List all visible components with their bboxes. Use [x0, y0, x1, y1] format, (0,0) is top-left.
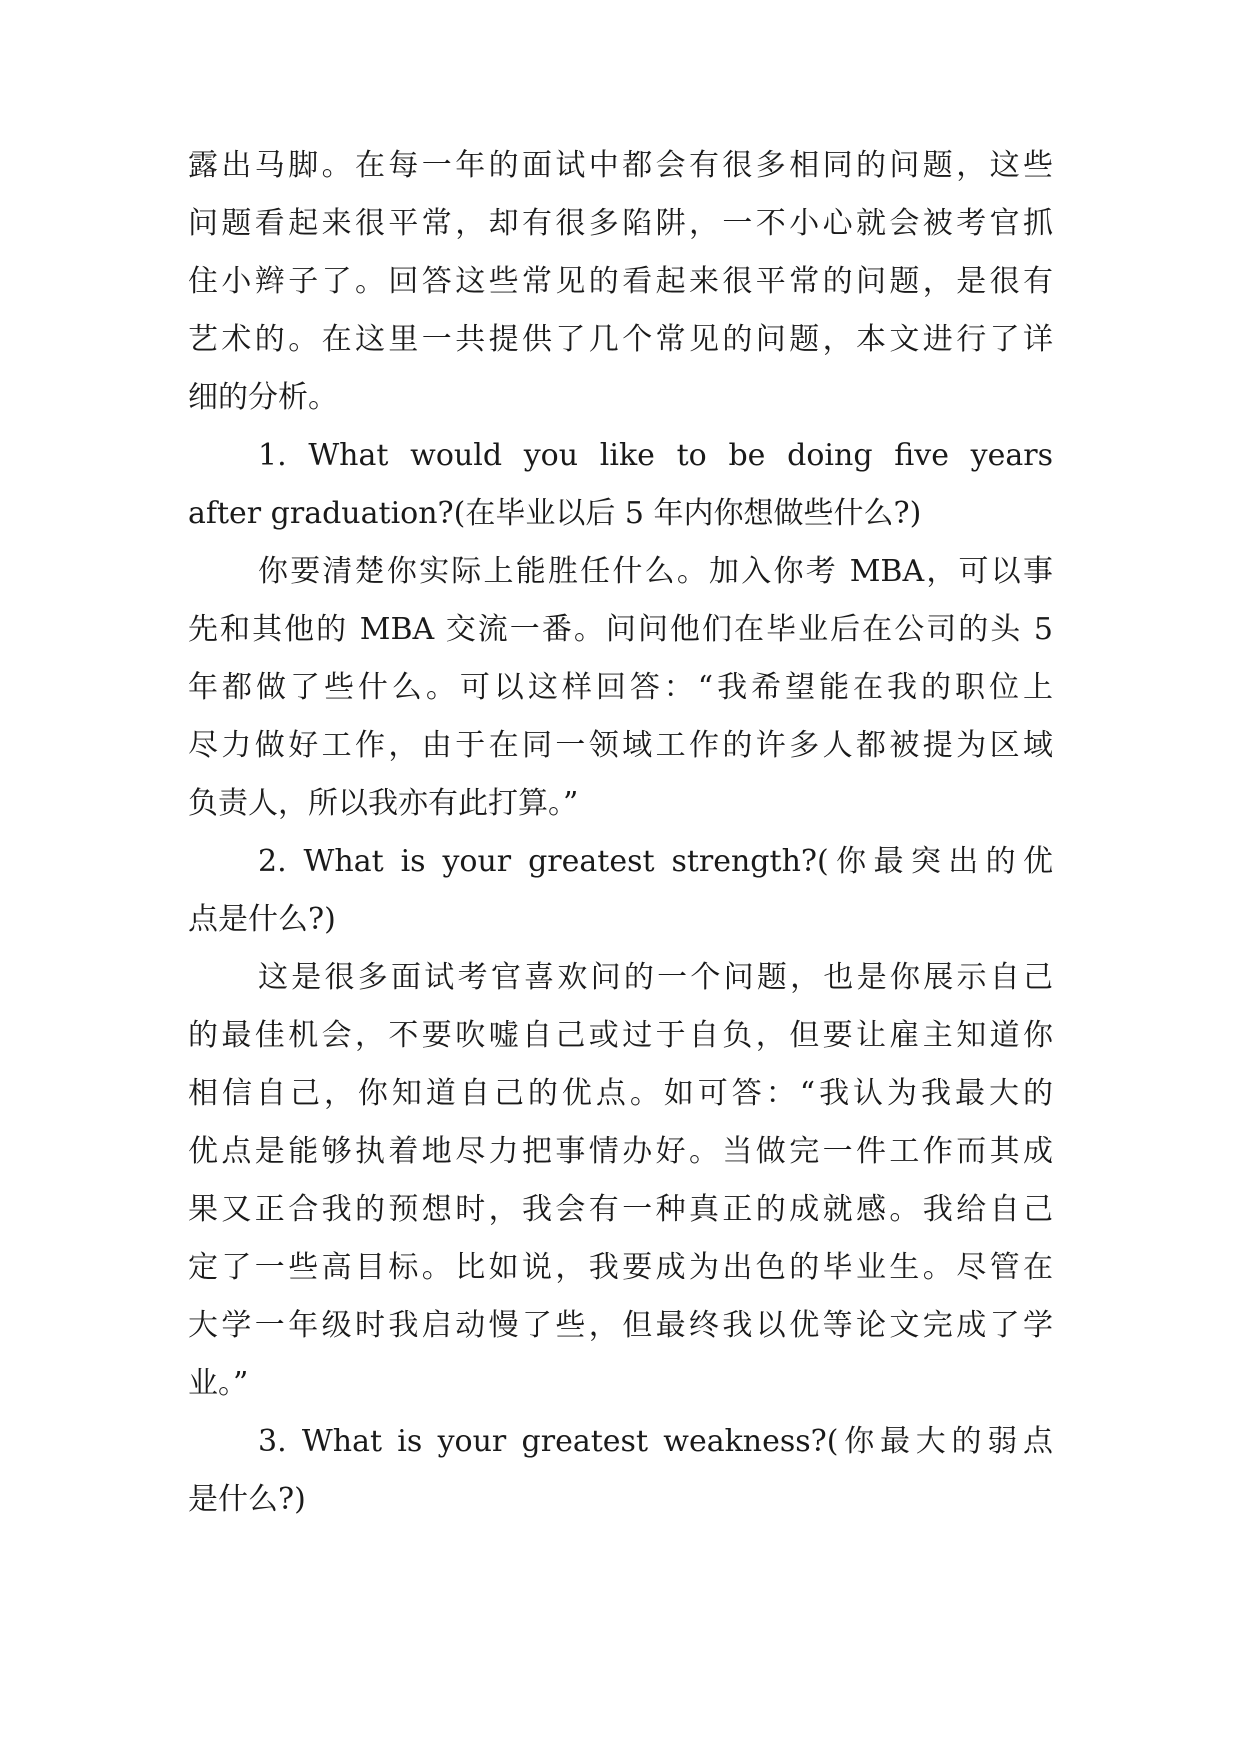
- question-line: 1. What would you like to be doing five years: [258, 438, 1053, 473]
- paragraph-line: 负责人，所以我亦有此打算。”: [188, 786, 579, 821]
- paragraph-line: 问题看起来很平常，却有很多陷阱，一不小心就会被考官抓: [188, 206, 1053, 241]
- paragraph-line: 艺术的。在这里一共提供了几个常见的问题，本文进行了详: [188, 322, 1053, 357]
- paragraph-line: 细的分析。: [188, 380, 338, 415]
- paragraph-line: 定了一些高目标。比如说，我要成为出色的毕业生。尽管在: [188, 1250, 1053, 1285]
- paragraph-line: 大学一年级时我启动慢了些，但最终我以优等论文完成了学: [188, 1308, 1053, 1343]
- paragraph-line: 业。”: [188, 1366, 249, 1401]
- question-line: after graduation?(在毕业以后 5 年内你想做些什么?): [188, 496, 922, 531]
- paragraph-line: 尽力做好工作，由于在同一领域工作的许多人都被提为区域: [188, 728, 1053, 763]
- paragraph-line: 这是很多面试考官喜欢问的一个问题，也是你展示自己: [258, 960, 1053, 995]
- paragraph-line: 住小辫子了。回答这些常见的看起来很平常的问题，是很有: [188, 264, 1053, 299]
- paragraph-line: 露出马脚。在每一年的面试中都会有很多相同的问题，这些: [188, 148, 1053, 183]
- question-line: 点是什么?): [188, 902, 336, 937]
- question-line: 3. What is your greatest weakness?(你最大的弱点: [258, 1424, 1053, 1459]
- paragraph-line: 的最佳机会，不要吹嘘自己或过于自负，但要让雇主知道你: [188, 1018, 1053, 1053]
- paragraph-line: 相信自己，你知道自己的优点。如可答：“我认为我最大的: [188, 1076, 1053, 1111]
- paragraph-line: 年都做了些什么。可以这样回答：“我希望能在我的职位上: [188, 670, 1053, 705]
- question-line: 是什么?): [188, 1482, 306, 1517]
- paragraph-line: 先和其他的 MBA 交流一番。问问他们在毕业后在公司的头 5: [188, 612, 1053, 647]
- paragraph-line: 果又正合我的预想时，我会有一种真正的成就感。我给自己: [188, 1192, 1053, 1227]
- paragraph-line: 你要清楚你实际上能胜任什么。加入你考 MBA，可以事: [258, 554, 1053, 589]
- paragraph-line: 优点是能够执着地尽力把事情办好。当做完一件工作而其成: [188, 1134, 1053, 1169]
- question-line: 2. What is your greatest strength?(你最突出的优: [258, 844, 1053, 879]
